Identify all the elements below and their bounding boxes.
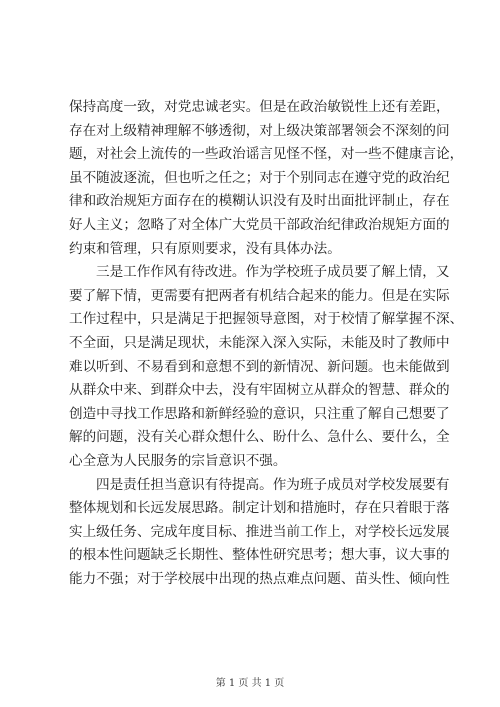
paragraph-line: 约束和管理，只有原则要求，没有具体办法。 — [69, 240, 341, 257]
paragraph-line: 能力不强；对于学校展中出现的热点难点问题、苗头性、倾向性 — [69, 570, 450, 587]
paragraph-line: 三是工作作风有待改进。作为学校班子成员要了解上情，又 — [96, 264, 450, 281]
page-number-footer: 第 1 页 共 1 页 — [215, 678, 285, 689]
document-body — [69, 96, 464, 591]
paragraph-line: 律和政治规矩方面存在的模糊认识没有及时出面批评制止，存在 — [69, 193, 450, 210]
paragraph-line: 四是责任担当意识有待提高。作为班子成员对学校发展要有 — [96, 476, 450, 493]
paragraph-line: 难以听到、不易看到和意想不到的新情况、新问题。也未能做到 — [69, 358, 450, 375]
paragraph-line: 整体规划和长远发展思路。制定计划和措施时，存在只着眼于落 — [69, 500, 450, 517]
paragraph-line: 存在对上级精神理解不够透彻，对上级决策部署领会不深刻的问 — [69, 122, 450, 139]
paragraph-line: 解的问题，没有关心群众想什么、盼什么、急什么、要什么，全 — [69, 429, 450, 446]
paragraph-line: 题，对社会上流传的一些政治谣言见怪不怪，对一些不健康言论， — [69, 146, 464, 163]
paragraph-line: 要了解下情，更需要有把两者有机结合起来的能力。但是在实际 — [69, 287, 450, 304]
paragraph-line: 工作过程中，只是满足于把握领导意图，对于校情了解掌握不深、 — [69, 311, 464, 328]
paragraph-line: 实上级任务、完成年度目标、推进当前工作上，对学校长远发展 — [69, 523, 450, 540]
paragraph-line: 保持高度一致，对党忠诚老实。但是在政治敏锐性上还有差距， — [69, 99, 450, 115]
paragraph-line: 的根本性问题缺乏长期性、整体性研究思考；想大事，议大事的 — [69, 547, 450, 564]
paragraph-line: 好人主义；忽略了对全体广大党员干部政治纪律政治规矩方面的 — [69, 216, 450, 233]
paragraph-line: 心全意为人民服务的宗旨意识不强。 — [69, 452, 287, 469]
paragraph-line: 不全面，只是满足现状，未能深入深入实际，未能及时了教师中 — [69, 334, 450, 351]
paragraph-line: 虽不随波逐流，但也听之任之；对于个别同志在遵守党的政治纪 — [69, 169, 450, 186]
paragraph-line: 从群众中来、到群众中去，没有牢固树立从群众的智慧、群众的 — [69, 382, 450, 399]
paragraph-line: 创造中寻找工作思路和新鲜经验的意识，只注重了解自己想要了 — [69, 405, 450, 422]
